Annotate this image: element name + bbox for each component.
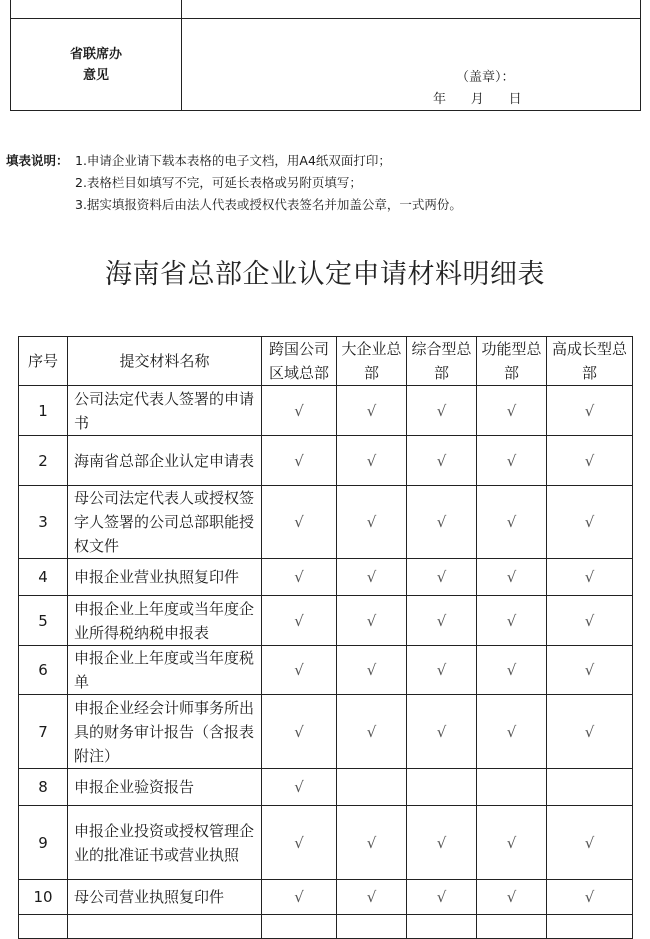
note-item-3: 3.据实填报资料后由法人代表或授权代表签名并加盖公章，一式两份。	[75, 197, 462, 212]
check-mark: √	[547, 596, 633, 646]
header-comprehensive-hq: 综合型总部	[407, 337, 477, 386]
empty-cell	[262, 915, 337, 939]
check-mark: √	[337, 486, 407, 559]
header-name: 提交材料名称	[68, 337, 262, 386]
row-seq: 3	[19, 486, 68, 559]
empty-cell	[477, 769, 547, 806]
opinion-label-line2: 意见	[82, 67, 109, 83]
row-material-name: 申报企业营业执照复印件	[68, 559, 262, 596]
opinion-label-cell	[11, 19, 182, 111]
check-mark: √	[477, 596, 547, 646]
check-mark: √	[337, 880, 407, 915]
check-mark: √	[262, 436, 337, 486]
check-mark: √	[407, 596, 477, 646]
table-row-partial	[19, 915, 633, 939]
row-material-name: 海南省总部企业认定申请表	[68, 436, 262, 486]
opinion-label-line1: 省联席办	[69, 46, 122, 62]
row-material-name: 申报企业上年度或当年度企业所得税纳税申报表	[68, 596, 262, 646]
table-row	[19, 596, 633, 646]
table-row	[19, 386, 633, 436]
row-material-name: 申报企业经会计师事务所出具的财务审计报告（含报表附注）	[68, 695, 262, 769]
check-mark: √	[407, 806, 477, 880]
empty-cell	[547, 915, 633, 939]
empty-cell	[19, 915, 68, 939]
check-mark: √	[262, 769, 337, 806]
materials-table	[18, 336, 633, 939]
table-row	[19, 695, 633, 769]
table-row	[19, 880, 633, 915]
seal-text: （盖章）：	[456, 70, 515, 85]
document-title: 海南省总部企业认定申请材料明细表	[105, 259, 545, 290]
table-row	[19, 559, 633, 596]
check-mark: √	[337, 386, 407, 436]
check-mark: √	[262, 806, 337, 880]
check-mark: √	[547, 880, 633, 915]
empty-cell	[477, 915, 547, 939]
header-high-growth-hq: 高成长型总部	[547, 337, 633, 386]
row-seq: 5	[19, 596, 68, 646]
row-seq: 6	[19, 646, 68, 695]
check-mark: √	[477, 806, 547, 880]
check-mark: √	[477, 486, 547, 559]
table-row	[19, 806, 633, 880]
row-material-name: 公司法定代表人签署的申请书	[68, 386, 262, 436]
row-seq: 2	[19, 436, 68, 486]
row-seq: 4	[19, 559, 68, 596]
check-mark: √	[547, 806, 633, 880]
opinion-table-top-left-cell	[11, 0, 182, 19]
check-mark: √	[477, 646, 547, 695]
check-mark: √	[477, 386, 547, 436]
row-seq: 9	[19, 806, 68, 880]
row-seq: 10	[19, 880, 68, 915]
row-material-name: 母公司营业执照复印件	[68, 880, 262, 915]
check-mark: √	[337, 646, 407, 695]
row-material-name: 母公司法定代表人或授权签字人签署的公司总部职能授权文件	[68, 486, 262, 559]
table-row	[19, 769, 633, 806]
empty-cell	[337, 915, 407, 939]
table-row	[19, 436, 633, 486]
check-mark: √	[477, 559, 547, 596]
check-mark: √	[547, 559, 633, 596]
check-mark: √	[407, 880, 477, 915]
check-mark: √	[547, 646, 633, 695]
table-row	[19, 486, 633, 559]
note-item-2: 2.表格栏目如填写不完，可延长表格或另附页填写；	[75, 175, 362, 190]
check-mark: √	[547, 486, 633, 559]
check-mark: √	[477, 695, 547, 769]
check-mark: √	[407, 486, 477, 559]
check-mark: √	[337, 806, 407, 880]
check-mark: √	[337, 559, 407, 596]
check-mark: √	[547, 386, 633, 436]
header-regional-hq: 跨国公司区域总部	[262, 337, 337, 386]
note-item-1: 1.申请企业请下载本表格的电子文档，用A4纸双面打印；	[75, 153, 391, 168]
empty-cell	[547, 769, 633, 806]
check-mark: √	[407, 386, 477, 436]
check-mark: √	[477, 880, 547, 915]
check-mark: √	[477, 436, 547, 486]
check-mark: √	[337, 695, 407, 769]
check-mark: √	[407, 436, 477, 486]
check-mark: √	[547, 436, 633, 486]
empty-cell	[68, 915, 262, 939]
header-large-enterprise-hq: 大企业总部	[337, 337, 407, 386]
empty-cell	[407, 915, 477, 939]
check-mark: √	[262, 646, 337, 695]
check-mark: √	[407, 695, 477, 769]
table-row	[19, 646, 633, 695]
check-mark: √	[547, 695, 633, 769]
empty-cell	[407, 769, 477, 806]
header-functional-hq: 功能型总部	[477, 337, 547, 386]
header-seq: 序号	[19, 337, 68, 386]
date-text: 年 月 日	[433, 92, 522, 107]
check-mark: √	[337, 436, 407, 486]
check-mark: √	[262, 596, 337, 646]
row-seq: 7	[19, 695, 68, 769]
row-seq: 1	[19, 386, 68, 436]
row-material-name: 申报企业验资报告	[68, 769, 262, 806]
check-mark: √	[337, 596, 407, 646]
notes-label: 填表说明：	[6, 153, 69, 168]
check-mark: √	[407, 646, 477, 695]
row-seq: 8	[19, 769, 68, 806]
check-mark: √	[262, 880, 337, 915]
check-mark: √	[407, 559, 477, 596]
check-mark: √	[262, 559, 337, 596]
row-material-name: 申报企业上年度或当年度税单	[68, 646, 262, 695]
check-mark: √	[262, 695, 337, 769]
empty-cell	[337, 769, 407, 806]
opinion-seal-area	[181, 0, 641, 110]
check-mark: √	[262, 486, 337, 559]
check-mark: √	[262, 386, 337, 436]
row-material-name: 申报企业投资或授权管理企业的批准证书或营业执照	[68, 806, 262, 880]
table-header-row	[19, 337, 633, 386]
